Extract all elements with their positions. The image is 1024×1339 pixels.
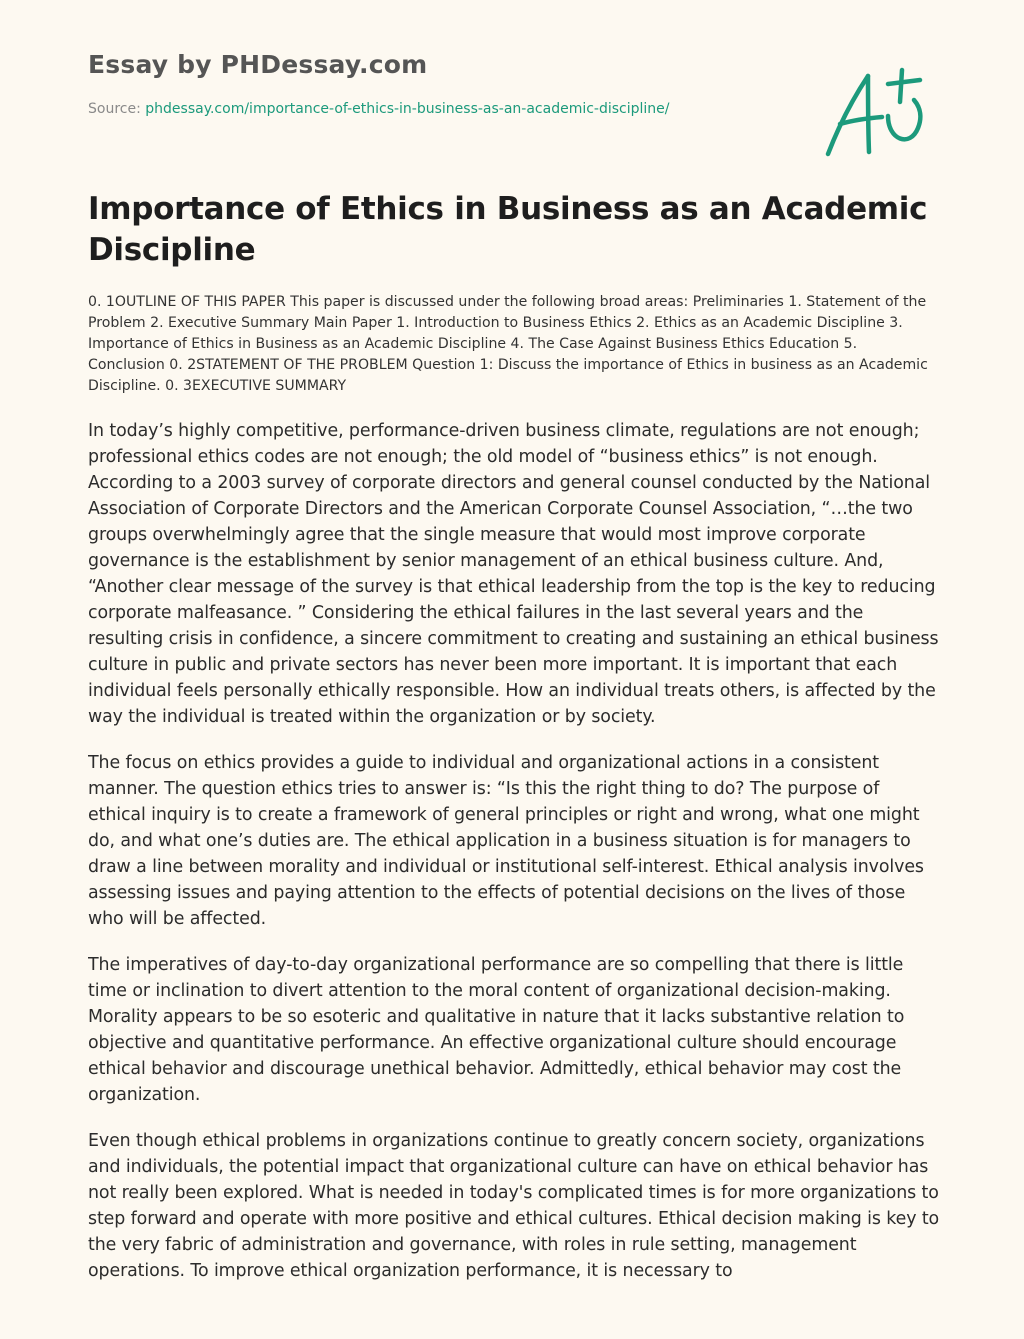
source-line (88, 101, 670, 117)
body-paragraph: In today’s highly competitive, performance-driven business climate, regulations are not enough; professional ethics codes are not enough; the old model of “business ethics” is not enough. According to a 2003 survey of corporate directors and general counsel conducted by the National Association of Corporate Directors and the American Corporate Counsel Association, “…the two groups overwhelmingly agree that the single measure that would most improve corporate governance is the establishment by senior management of an ethical business culture. And, “Another clear message of the survey is that ethical leadership from the top is the key to reducing corporate malfeasance. ” Considering the ethical failures in the last several years and the resulting crisis in confidence, a sincere commitment to creating and sustaining an ethical business culture in public and private sectors has never been more important. It is important that each individual feels personally ethically responsible. How an individual treats others, is affected by the way the individual is treated within the organization or by society. (88, 421, 939, 727)
source-label: Source: (88, 101, 141, 117)
source-link[interactable]: phdessay.com/importance-of-ethics-in-business-as-an-academic-discipline/ (145, 101, 670, 117)
body-paragraph: The imperatives of day-to-day organizational performance are so compelling that there is little time or inclination to divert attention to the moral content of organizational decision-making. Morality appears to be so esoteric and qualitative in nature that it lacks substantive relation to objective and quantitative performance. An effective organizational culture should encourage ethical behavior and discourage unethical behavior. Admittedly, ethical behavior may cost the organization. (88, 955, 905, 1105)
a-plus-logo-icon (818, 62, 936, 162)
essay-body (88, 418, 940, 1339)
document-title: Importance of Ethics in Business as an Academic Discipline (88, 191, 928, 268)
body-paragraph: Even though ethical problems in organizations continue to greatly concern society, organizations and individuals, the potential impact that organizational culture can have on ethical behavior has not really been explored. What is needed in today's complicated times is for more organizations to step forward and operate with more positive and ethical cultures. Ethical decision making is key to the very fabric of administration and governance, with roles in rule setting, management operations. To improve ethical organization performance, it is necessary to (88, 1131, 940, 1281)
body-paragraph: The focus on ethics provides a guide to individual and organizational actions in a consistent manner. The question ethics tries to answer is: “Is this the right thing to do? The purpose of ethical inquiry is to create a framework of general principles or right and wrong, what one might do, and what one’s duties are. The ethical application in a business situation is for managers to draw a line between morality and individual or institutional self-interest. Ethical analysis involves assessing issues and paying attention to the effects of potential decisions on the lives of those who will be affected. (88, 753, 924, 929)
outline-paragraph: 0. 1OUTLINE OF THIS PAPER This paper is discussed under the following broad areas: Preliminaries 1. Statement of the Problem 2. Executive Summary Main Paper 1. Introduction to Business Ethics 2. Ethics as an Academic Discipline 3. Importance of Ethics in Business as an Academic Discipline 4. The Case Against Business Ethics Education 5. Conclusion 0. 2STATEMENT OF THE PROBLEM Question 1: Discuss the importance of Ethics in business as an Academic Discipline. 0. 3EXECUTIVE SUMMARY (88, 294, 928, 394)
site-title: Essay by PHDessay.com (88, 50, 428, 79)
